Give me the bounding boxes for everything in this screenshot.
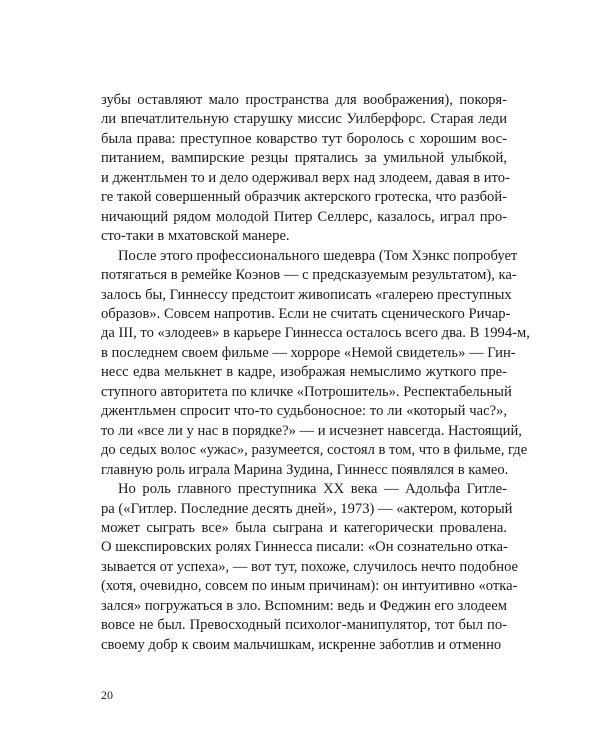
text-line: до седых волос «ужас», разумеется, состоял в том, что в фильме, где bbox=[101, 442, 528, 459]
text-line: После этого профессионального шедевра (Том Хэнкс попробует bbox=[118, 247, 518, 264]
text-line: сто-таки в мхатовской манере. bbox=[101, 228, 290, 245]
text-line: несс едва мелькнет в кадре, изображая немыслимо жуткого пре- bbox=[101, 364, 507, 381]
text-line: образов». Совсем напротив. Если не считать сценического Ричар- bbox=[101, 305, 511, 322]
text-line: зался» погружаться в зло. Вспомним: ведь и Феджин его злодеем bbox=[101, 597, 507, 614]
text-line: зывается от успеха», — вот тут, похоже, случилось нечто подобное bbox=[101, 558, 519, 575]
text-line: ли впечатлительную старушку миссис Уилберфорс. Старая леди bbox=[101, 111, 507, 128]
paragraph bbox=[101, 91, 510, 247]
text-line: потягаться в ремейке Коэнов — с предсказуемым результатом), ка- bbox=[101, 267, 517, 284]
body-text bbox=[101, 91, 530, 655]
paragraph bbox=[101, 247, 530, 480]
text-line: да III, то «злодеев» в карьере Гиннесса осталось всего два. В 1994-м, bbox=[101, 325, 530, 342]
text-line: О шекспировских ролях Гиннесса писали: «Он сознательно отка- bbox=[101, 539, 508, 556]
page-number: 20 bbox=[101, 688, 113, 702]
text-line: может сыграть все» была сыграна и категорически провалена. bbox=[101, 519, 507, 536]
text-line: была права: преступное коварство тут боролось с хорошим вос- bbox=[101, 130, 507, 147]
text-line: залось бы, Гиннессу предстоит живописать «галерею преступных bbox=[101, 286, 512, 303]
text-line: и джентльмен то и дело одерживал верх над злодеем, давая в ито- bbox=[101, 169, 510, 186]
text-line: ступного авторитета по кличке «Потрошитель». Респектабельный bbox=[101, 383, 512, 400]
text-line: своему добр к своим мальчишкам, искренне заботлив и отменно bbox=[101, 636, 502, 653]
paragraph bbox=[101, 480, 519, 655]
text-line: вовсе не был. Превосходный психолог-манипулятор, тот был по- bbox=[101, 617, 507, 634]
text-line: главную роль играла Марина Зудина, Гиннесс появлялся в камео. bbox=[101, 461, 509, 478]
text-line: Но роль главного преступника XX века — Адольфа Гитле- bbox=[118, 481, 507, 498]
text-line: ра («Гитлер. Последние десять дней», 1973) — «актером, который bbox=[101, 500, 513, 517]
text-line: ге такой совершенный образчик актерского гротеска, что разбой- bbox=[101, 189, 507, 206]
text-line: джентльмен спросит что-то судьбоносное: то ли «который час?», bbox=[101, 403, 507, 420]
text-line: (хотя, очевидно, совсем по иным причинам): он интуитивно «отка- bbox=[101, 578, 518, 595]
text-line: зубы оставляют мало пространства для воображения), покоря- bbox=[101, 92, 507, 108]
text-line: ничающий рядом молодой Питер Селлерс, казалось, играл про- bbox=[101, 208, 507, 225]
text-line: питанием, вампирские резцы прятались за умильной улыбкой, bbox=[101, 150, 507, 167]
text-line: то ли «все ли у нас в порядке?» — и исчезнет навсегда. Настоящий, bbox=[101, 422, 522, 439]
text-line: в последнем своем фильме — хорроре «Немой свидетель» — Гин- bbox=[101, 344, 516, 361]
